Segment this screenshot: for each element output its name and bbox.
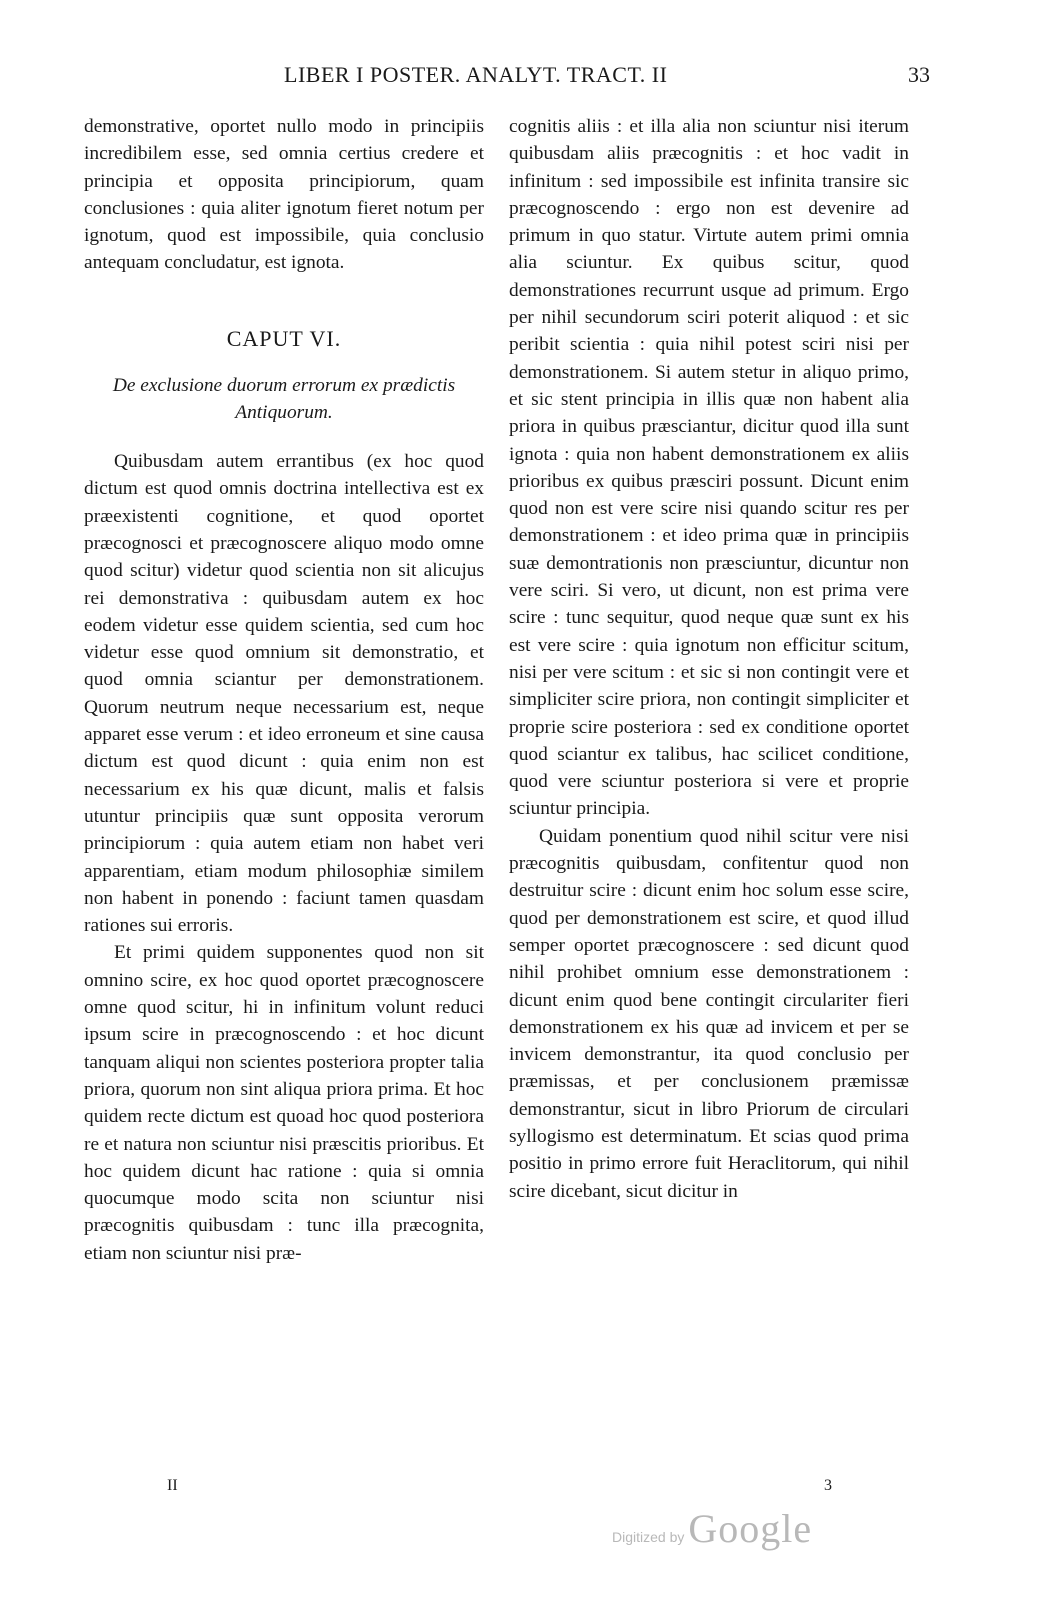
left-paragraph-1: demonstrative, oportet nullo modo in principiis incredibilem esse, sed omnia certius credere et principia et opposita principiorum, quam conclusiones : quia aliter ignotum fieret notum per ignotum, quod est impossibile, quia conclusio antequam concludatur, est ignota.: [84, 116, 484, 274]
right-column: [509, 113, 909, 1205]
right-paragraph-2: Quidam ponentium quod nihil scitur vere nisi præcognitis quibusdam, confitentur quod non destruitur scire : dicunt enim hoc solum esse scire, quod per demonstrationem est scire, et quod illud semper oportet præcognoscere : sed dicunt quod nihil prohibet omnium esse demonstrationem : dicunt enim quod bene contingit circulariter fieri demonstrationem ex his quæ ad invicem et per se invicem demonstrantur, ita quod conclusio per præmissas, et per conclusionem præmissæ demonstrantur, sicut in libro Priorum de circulari syllogismo est determinatum. Et scias quod prima positio in primo errore fuit Heraclitorum, qui nihil scire dicebant, sicut dicitur in: [509, 825, 909, 1202]
folio-mark: 3: [824, 1477, 832, 1494]
watermark-brand: Google: [688, 1506, 813, 1551]
digitized-watermark: [612, 1505, 812, 1552]
page-number: 33: [908, 62, 930, 87]
left-column: [84, 113, 484, 1267]
right-paragraph-1: cognitis aliis : et illa alia non sciuntur nisi iterum quibusdam aliis præcognitis : et hoc vadit in infinitum : sed impossibile est infinita transire sic præcognoscendo : ergo non est devenire ad primum in quo statur. Virtute autem primi omnia alia sciuntur. Ex quibus scitur, quod demonstrationes recurrunt usque ad primum. Ergo per nihil secundorum sciri poterit aliquod : et sic peribit scientia : quia nihil potest sciri nisi per demonstrationem. Si autem stetur in aliquo primo, et sic stent principia in illis quæ non habent alia priora in quibus præsciantur, dicitur quod illa sunt ignota : quia non habent demonstrationem ex aliis prioribus ex quibus præsciri possunt. Dicunt enim quod non est vere scire nisi quando scitur res per demonstrationem : et ideo prima quæ in principiis suæ demontrationis non præsciuntur, dicuntur non vere sciri. Si vero, ut dicunt, non est prima vere scire : tunc sequitur, quod neque quæ sunt ex his est vere scire : quia ignotum non efficitur scitum, nisi per vere scitum : et sic si non contingit vere et simpliciter scire priora, non contingit simpliciter et proprie scire posteriora : sed ex conditione oportet quod sciantur ex talibus, hac scilicet conditione, quod vere sciuntur posteriora si vere et proprie sciuntur principia.: [509, 116, 909, 820]
watermark-prefix: Digitized by: [612, 1529, 685, 1545]
chapter-title: CAPUT VI.: [226, 325, 342, 351]
page-header: [0, 62, 1043, 92]
left-paragraph-2: Quibusdam autem errantibus (ex hoc quod dictum est quod omnis doctrina intellectiva est ex præexistenti cognitione, et quod oportet præcognosci et præcognoscere aliquo modo omne quod scitur) videtur quod scientia non sit alicujus rei demonstrativa : quibusdam autem ex hoc eodem videtur esse quidem scientia, sed cum hoc videtur esse quod omnium sit demonstratio, et quod omnia sciantur per demonstrationem. Quorum neutrum neque necessarium est, neque apparet esse verum : et ideo erroneum et sine causa dictum est quod dicunt : quia enim non est necessarium ex his quæ dicunt, malis et falsis utuntur principiis quæ sunt opposita verorum principiorum : quia autem etiam non habet veri apparentiam, etiam modum philosophiæ similem non habent in ponendo : faciunt tamen quasdam rationes sui erroris.: [84, 451, 484, 937]
left-paragraph-3: Et primi quidem supponentes quod non sit omnino scire, ex hoc quod oportet præcognoscere omne quod scitur, hi in infinitum volunt reduci ipsum scire in præcognoscendo : et hoc dicunt tanquam aliqui non scientes posteriora propter talia priora, quorum non sint aliqua priora prima. Et hoc quidem recte dictum est quoad hoc quod posteriora re et natura non sciuntur nisi præscitis prioribus. Et hoc quidem dicunt hac ratione : quia si omnia quocumque modo scita non sciuntur nisi præcognitis quibusdam : tunc illa præcognita, etiam non sciuntur nisi præ-: [84, 942, 484, 1264]
running-title: LIBER I POSTER. ANALYT. TRACT. II: [284, 62, 668, 87]
chapter-subtitle: De exclusione duorum errorum ex prædictis Antiquorum.: [112, 375, 456, 424]
signature-mark: II: [167, 1477, 178, 1494]
